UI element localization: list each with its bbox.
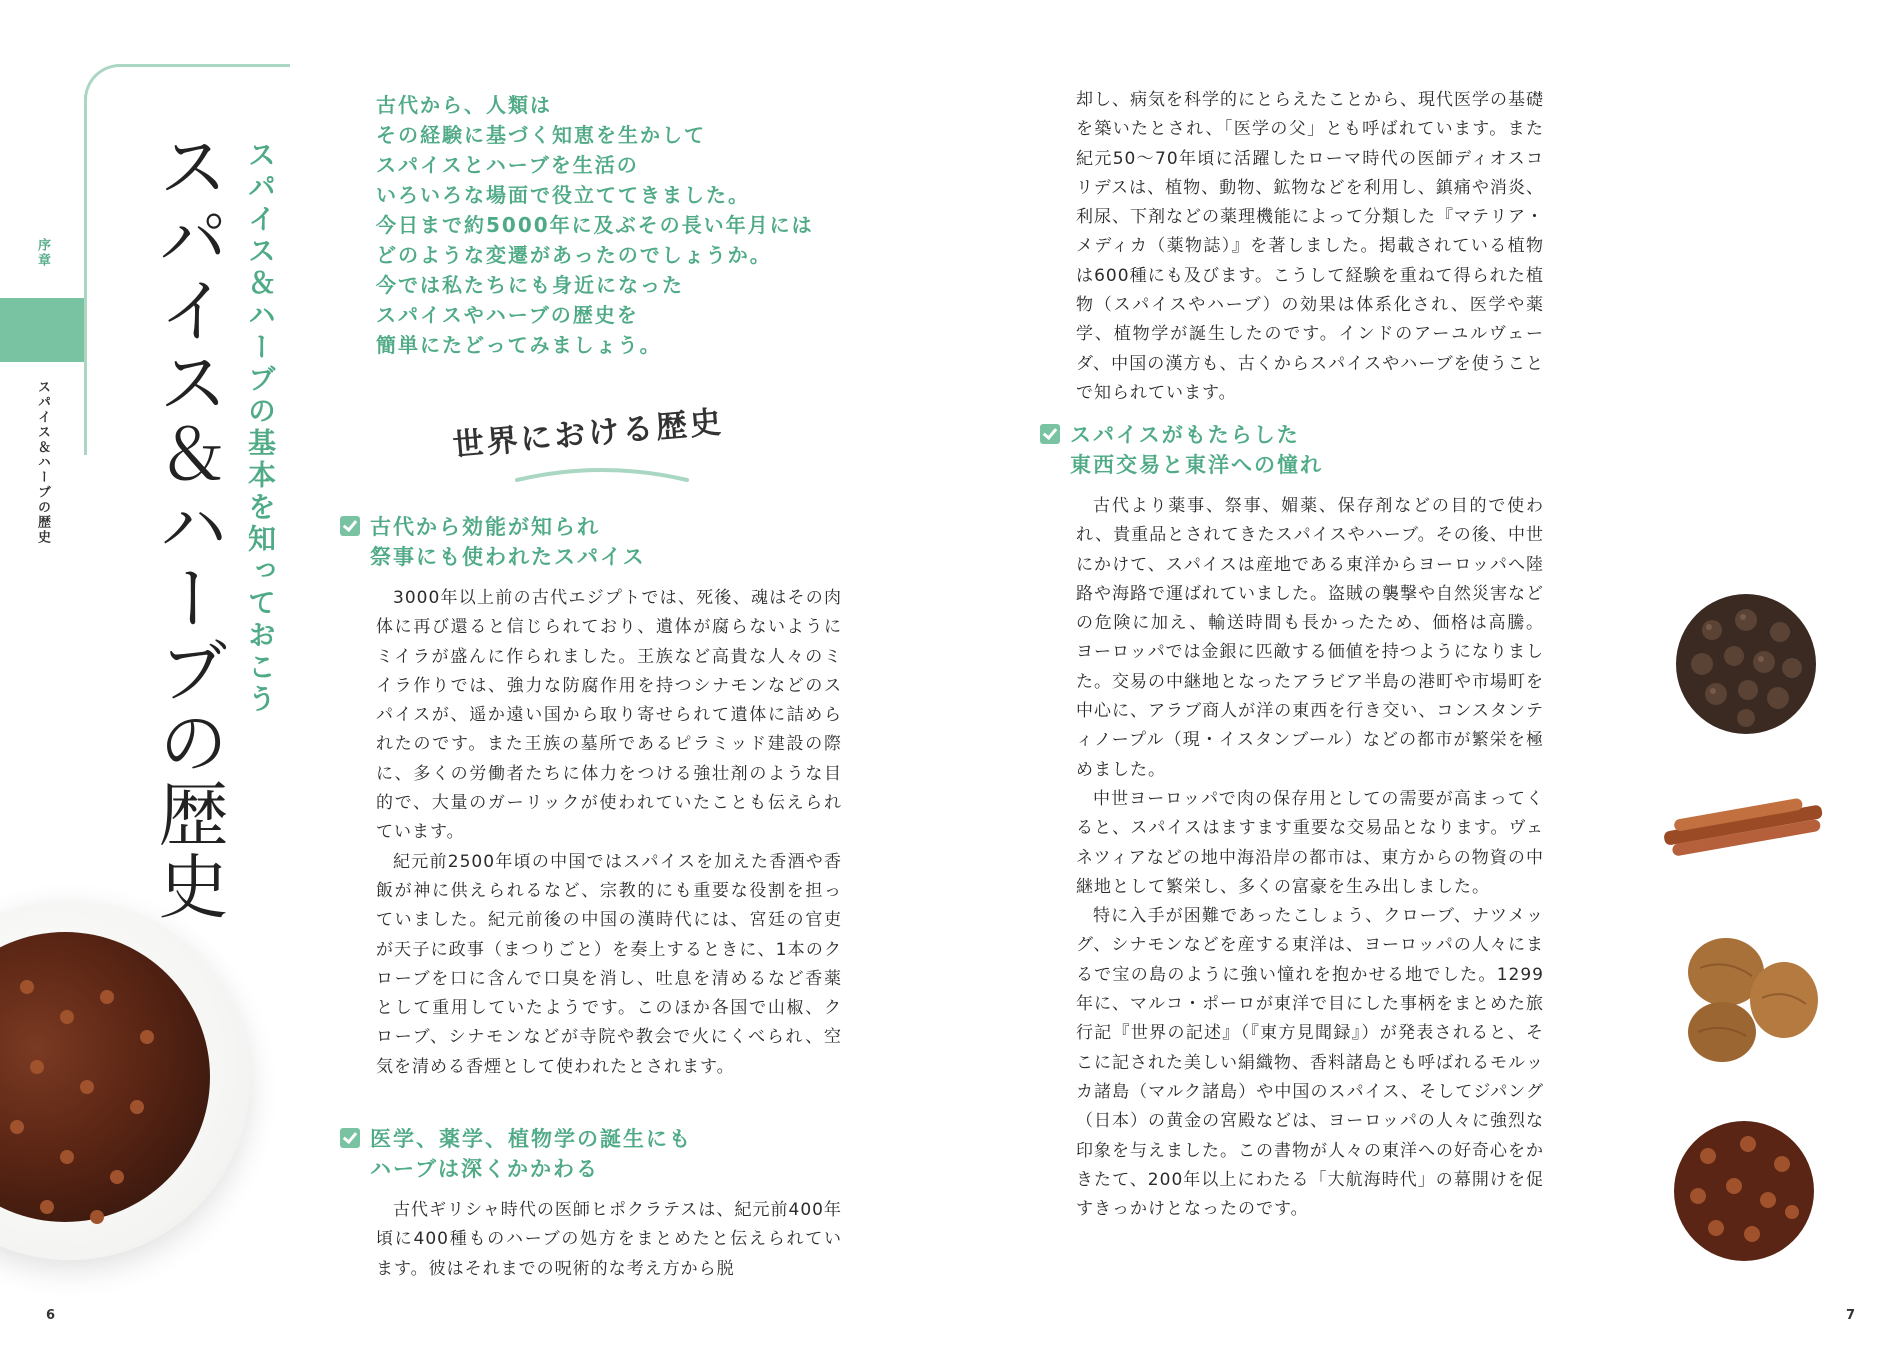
page-number-right: 7 <box>1846 1308 1856 1323</box>
section-3-paragraph-1: 古代より薬事、祭事、媚薬、保存剤などの目的で使われ、貴重品とされてきたスパイスやハーブ。その後、中世にかけて、スパイスは産地である東洋からヨーロッパへ陸路や海路で運ばれていました。盗賊の襲撃や自然災害などの危険に加え、輸送時間も長かったため、価格は高騰。ヨーロッパでは金銀に匹敵する価値を持つようになりました。交易の中継地となったアラビア半島の港町や市場町を中心に、アラブ商人が洋の東西を行き交い、コンスタンティノープル（現・イスタンブール）などの都市が繁栄を極めました。 <box>1076 496 1544 780</box>
section-heading: 世界における歴史 <box>451 404 726 464</box>
clove-bud <box>140 1030 154 1044</box>
clove-bud <box>80 1080 94 1094</box>
section-1-paragraph-1: 3000年以上前の古代エジプトでは、死後、魂はその肉体に再び還ると信じられており、遺体が腐らないようにミイラが盛んに作られました。王族など高貴な人々のミイラ作りでは、強力な防腐作用を持つシナモンなどのスパイスが、遥か遠い国から取り寄せられて遺体に詰められたのです。また王族の墓所であるピラミッド建設の際に、多くの労働者たちに体力をつける強壮剤のような目的で、大量のガーリックが使われていたことも伝えられています。 <box>376 588 842 843</box>
section-3-paragraph-3: 特に入手が困難であったこしょう、クローブ、ナツメッグ、シナモンなどを産する東洋は、ヨーロッパの人々にまるで宝の島のように強い憧れを抱かせる地でした。1299年に、マルコ・ポーロが東洋で目にした事柄をまとめた旅行記『世界の記述』（『東方見聞録』）が発表されると、そこに記された美しい絹織物、香料諸島とも呼ばれるモルッカ諸島（マルク諸島）や中国のスパイス、そしてジパング（日本）の黄金の宮殿などは、ヨーロッパの人々に強烈な印象を与えました。この書物が人々の東洋への好奇心をかきたて、200年以上にわたる「大航海時代」の幕開けを促すきっかけとなったのです。 <box>1076 906 1544 1220</box>
frame-line-top <box>118 64 290 67</box>
section-3-paragraph-2: 中世ヨーロッパで肉の保存用としての需要が高まってくると、スパイスはますます重要な交易品となります。ヴェネツィアなどの地中海沿岸の都市は、東方からの物資の中継地として繁栄し、多くの富豪を生み出しました。 <box>1076 788 1544 897</box>
section-1-heading <box>340 512 646 572</box>
section-3-heading-text: スパイスがもたらした 東西交易と東洋への憧れ <box>1070 423 1323 477</box>
checkbox-icon <box>1040 424 1060 444</box>
section-1-body <box>376 584 842 1082</box>
page-subtitle: スパイス＆ハーブの基本を知っておこう <box>244 140 277 716</box>
section-2-heading-text: 医学、薬学、植物学の誕生にも ハーブは深くかかわる <box>370 1127 692 1181</box>
section-3-body <box>1076 492 1544 1224</box>
page-title: スパイス＆ハーブの歴史 <box>147 130 229 922</box>
chapter-tab-marker <box>0 298 84 362</box>
heading-swoosh-decoration <box>512 460 692 484</box>
section-1-paragraph-2: 紀元前2500年頃の中国ではスパイスを加えた香酒や香飯が神に供えられるなど、宗教的にも重要な役割を担っていました。紀元前後の中国の漢時代には、宮廷の官吏が天子に政事（まつりごと）を奏上するときに、1本のクローブを口に含んで口臭を消し、吐息を清めるなど香薬として重用していたようです。このほか各国で山椒、クローブ、シナモンなどが寺院や教会で火にくべられ、空気を清める香煙として使われたとされます。 <box>376 851 842 1077</box>
section-2-paragraph-1: 古代ギリシャ時代の医師ヒポクラテスは、紀元前400年頃に400種ものハーブの処方をまとめたと伝えられています。彼はそれまでの呪術的な考え方から脱 <box>376 1200 842 1279</box>
clove-bud <box>90 1210 104 1224</box>
cinnamon-sticks-illustration <box>1656 792 1832 868</box>
section-3-heading <box>1040 420 1323 480</box>
page-number-left: 6 <box>46 1308 56 1323</box>
clove-bud <box>60 1010 74 1024</box>
checkbox-icon <box>340 1128 360 1148</box>
clove-bud <box>20 980 34 994</box>
peppercorns-illustration <box>1672 590 1820 738</box>
nutmegs-illustration <box>1676 928 1824 1064</box>
clove-bud <box>110 1170 124 1184</box>
clove-bud <box>30 1060 44 1074</box>
chapter-label: 序章 <box>35 238 50 268</box>
clove-bud <box>130 1100 144 1114</box>
frame-line-left <box>84 95 87 455</box>
clove-bud <box>40 1200 54 1214</box>
section-2-continuation <box>1076 86 1544 408</box>
clove-bud <box>100 990 114 1004</box>
section-2-body <box>376 1196 842 1284</box>
section-2-heading <box>340 1124 692 1184</box>
section-1-heading-text: 古代から効能が知られ 祭事にも使われたスパイス <box>370 515 646 569</box>
frame-corner <box>84 64 123 103</box>
chapter-tab-title: スパイス＆ハーブの歴史 <box>35 380 50 545</box>
clove-bud <box>60 1150 74 1164</box>
section-2-continuation-text: 却し、病気を科学的にとらえたことから、現代医学の基礎を築いたとされ、「医学の父」とも呼ばれています。また紀元50〜70年頃に活躍したローマ時代の医師ディオスコリデスは、植物、動物、鉱物などを利用し、鎮痛や消炎、利尿、下剤などの薬理機能によって分類した『マテリア・メディカ（薬物誌）』を著しました。掲載されている植物は600種にも及びます。こうして経験を重ねて得られた植物（スパイスやハーブ）の効果は体系化され、医学や薬学、植物学が誕生したのです。インドのアーユルヴェーダ、中国の漢方も、古くからスパイスやハーブを使うことで知られています。 <box>1076 90 1544 403</box>
checkbox-icon <box>340 516 360 536</box>
clove-bud <box>10 1120 24 1134</box>
cloves-illustration <box>1668 1116 1820 1266</box>
intro-text: 古代から、人類は その経験に基づく知恵を生かして スパイスとハーブを生活の いろいろな場面で役立ててきました。 今日まで約5000年に及ぶその長い年月には どのような変遷があったのでしょうか。 今では私たちにも身近になった スパイスやハーブの歴史を 簡単にたどってみましょう。 <box>376 93 814 357</box>
